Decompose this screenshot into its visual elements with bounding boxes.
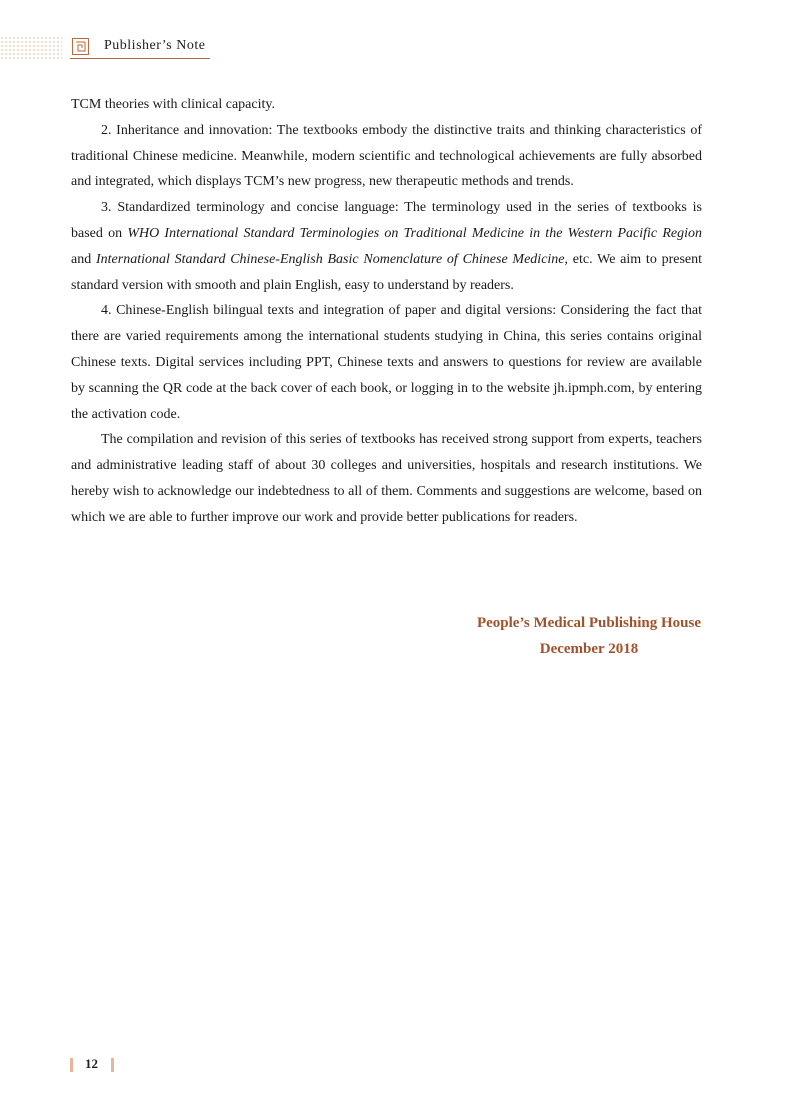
who-terminology-title: WHO International Standard Terminologies on Traditional Medicine in the Western Pacific Region: [127, 225, 702, 241]
nomenclature-title: International Standard Chinese-English Basic Nomenclature of Chinese Medicine: [95, 251, 565, 267]
header-title: Publisher’s Note: [104, 38, 206, 53]
p3-text-e: , etc. We aim to present standard version with smooth and plain English, easy to understand by readers.: [71, 251, 703, 293]
page-number: 12: [85, 1056, 98, 1071]
paragraph-5: The compilation and revision of this series of textbooks has received strong support from experts, teachers and administrative leading staff of about 30 colleges and universities, hospitals and research institutions. We hereby wish to acknowledge our indebtedness to all of them. Comments and suggestions are welcome, based on which we are able to further improve our work and provide better publications for readers.: [71, 432, 702, 525]
paragraph-4: 4. Chinese-English bilingual texts and integration of paper and digital versions: Considering the fact that there are varied requirements among the international students studying in China, this series contains original Chinese texts. Digital services including PPT, Chinese texts and answers to questions for review are available by scanning the QR code at the back cover of each book, or logging in to the website jh.ipmph.com, by entering the activation code.: [71, 303, 702, 422]
paragraph-2: 2. Inheritance and innovation: The textbooks embody the distinctive traits and thinking characteristics of traditional Chinese medicine. Meanwhile, modern scientific and technological achievements are fully absorbed and integrated, which displays TCM’s new progress, new therapeutic methods and trends.: [71, 122, 702, 190]
p3-text-c: and: [71, 251, 96, 267]
footer-bar-left: [70, 1058, 73, 1072]
p3-text-a: 3. Standardized terminology and concise language: The terminology used in the series of textbooks is based on: [71, 200, 702, 241]
footer-bar-right: [111, 1058, 114, 1072]
running-header: [70, 36, 210, 59]
paragraph-1: TCM theories with clinical capacity.: [71, 97, 275, 112]
signature-date: December 2018: [539, 641, 639, 657]
square-spiral-icon: [72, 38, 89, 55]
publisher-name: People’s Medical Publishing House: [476, 615, 701, 631]
paragraph-3: [71, 195, 702, 298]
header-rule: [70, 58, 210, 59]
decorative-dot-pattern: [0, 36, 62, 60]
body-text: [71, 92, 702, 531]
signature-block: [477, 610, 701, 662]
